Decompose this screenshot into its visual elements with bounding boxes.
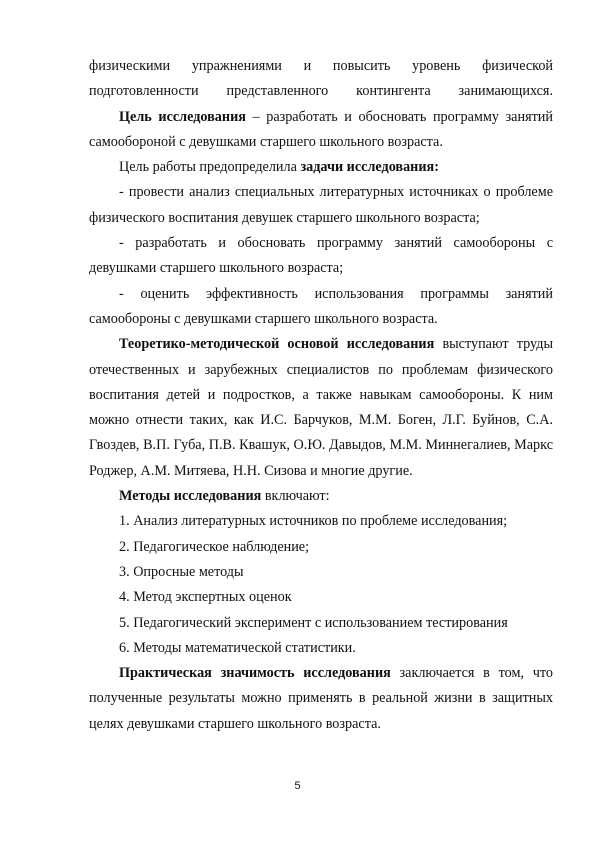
list-item-method-5: 5. Педагогический эксперимент с использованием тестирования [119,614,508,631]
list-item-method-6: 6. Методы математической статистики. [119,639,356,656]
list-item-method-1: 1. Анализ литературных источников по проблеме исследования; [119,513,508,530]
paragraph-continuation: физическими упражнениями и повысить уровень физической подготовленности представленного контингента занимающихся. [89,58,553,100]
paragraph-methods-intro: Методы исследования включают: [119,488,330,505]
page-number: 5 [294,780,301,792]
list-item-task-3: - оценить эффективность использования программы занятий самообороны с девушками старшего школьного возраста. [89,285,553,327]
list-item-task-1: - провести анализ специальных литературных источниках о проблеме физического воспитания девушек старшего школьного возраста; [89,184,553,226]
list-item-method-4: 4. Метод экспертных оценок [119,589,292,606]
paragraph-practical-significance: Практическая значимость исследования заключается в том, что полученные результаты можно применять в реальной жизни в защитных целях девушками старшего школьного возраста. [89,665,553,732]
list-item-method-2: 2. Педагогическое наблюдение; [119,538,310,555]
paragraph-research-goal: Цель исследования – разработать и обосновать программу занятий самообороной с девушками старшего школьного возраста. [89,108,553,150]
paragraph-methodological-basis: Теоретико-методической основой исследования выступают труды отечественных и зарубежных специалистов по проблемам физического воспитания детей и подростков, а также навыкам самообороны. К ним можно отнести таких, как И.С. Барчуков, М.М. Боген, Л.Г. Буйнов, С.А. Гвоздев, В.П. Губа, П.В. Квашук, О.Ю. Давыдов, М.М. Миннегалиев, Маркс Роджер, А.М. Митяева, Н.Н. Сизова и многие другие. [89,336,553,479]
paragraph-tasks-intro: Цель работы предопределила задачи исследования: [119,159,439,176]
list-item-method-3: 3. Опросные методы [119,563,244,580]
body-text [89,54,553,737]
list-item-task-2: - разработать и обосновать программу занятий самообороны с девушками старшего школьного возраста; [89,235,553,277]
